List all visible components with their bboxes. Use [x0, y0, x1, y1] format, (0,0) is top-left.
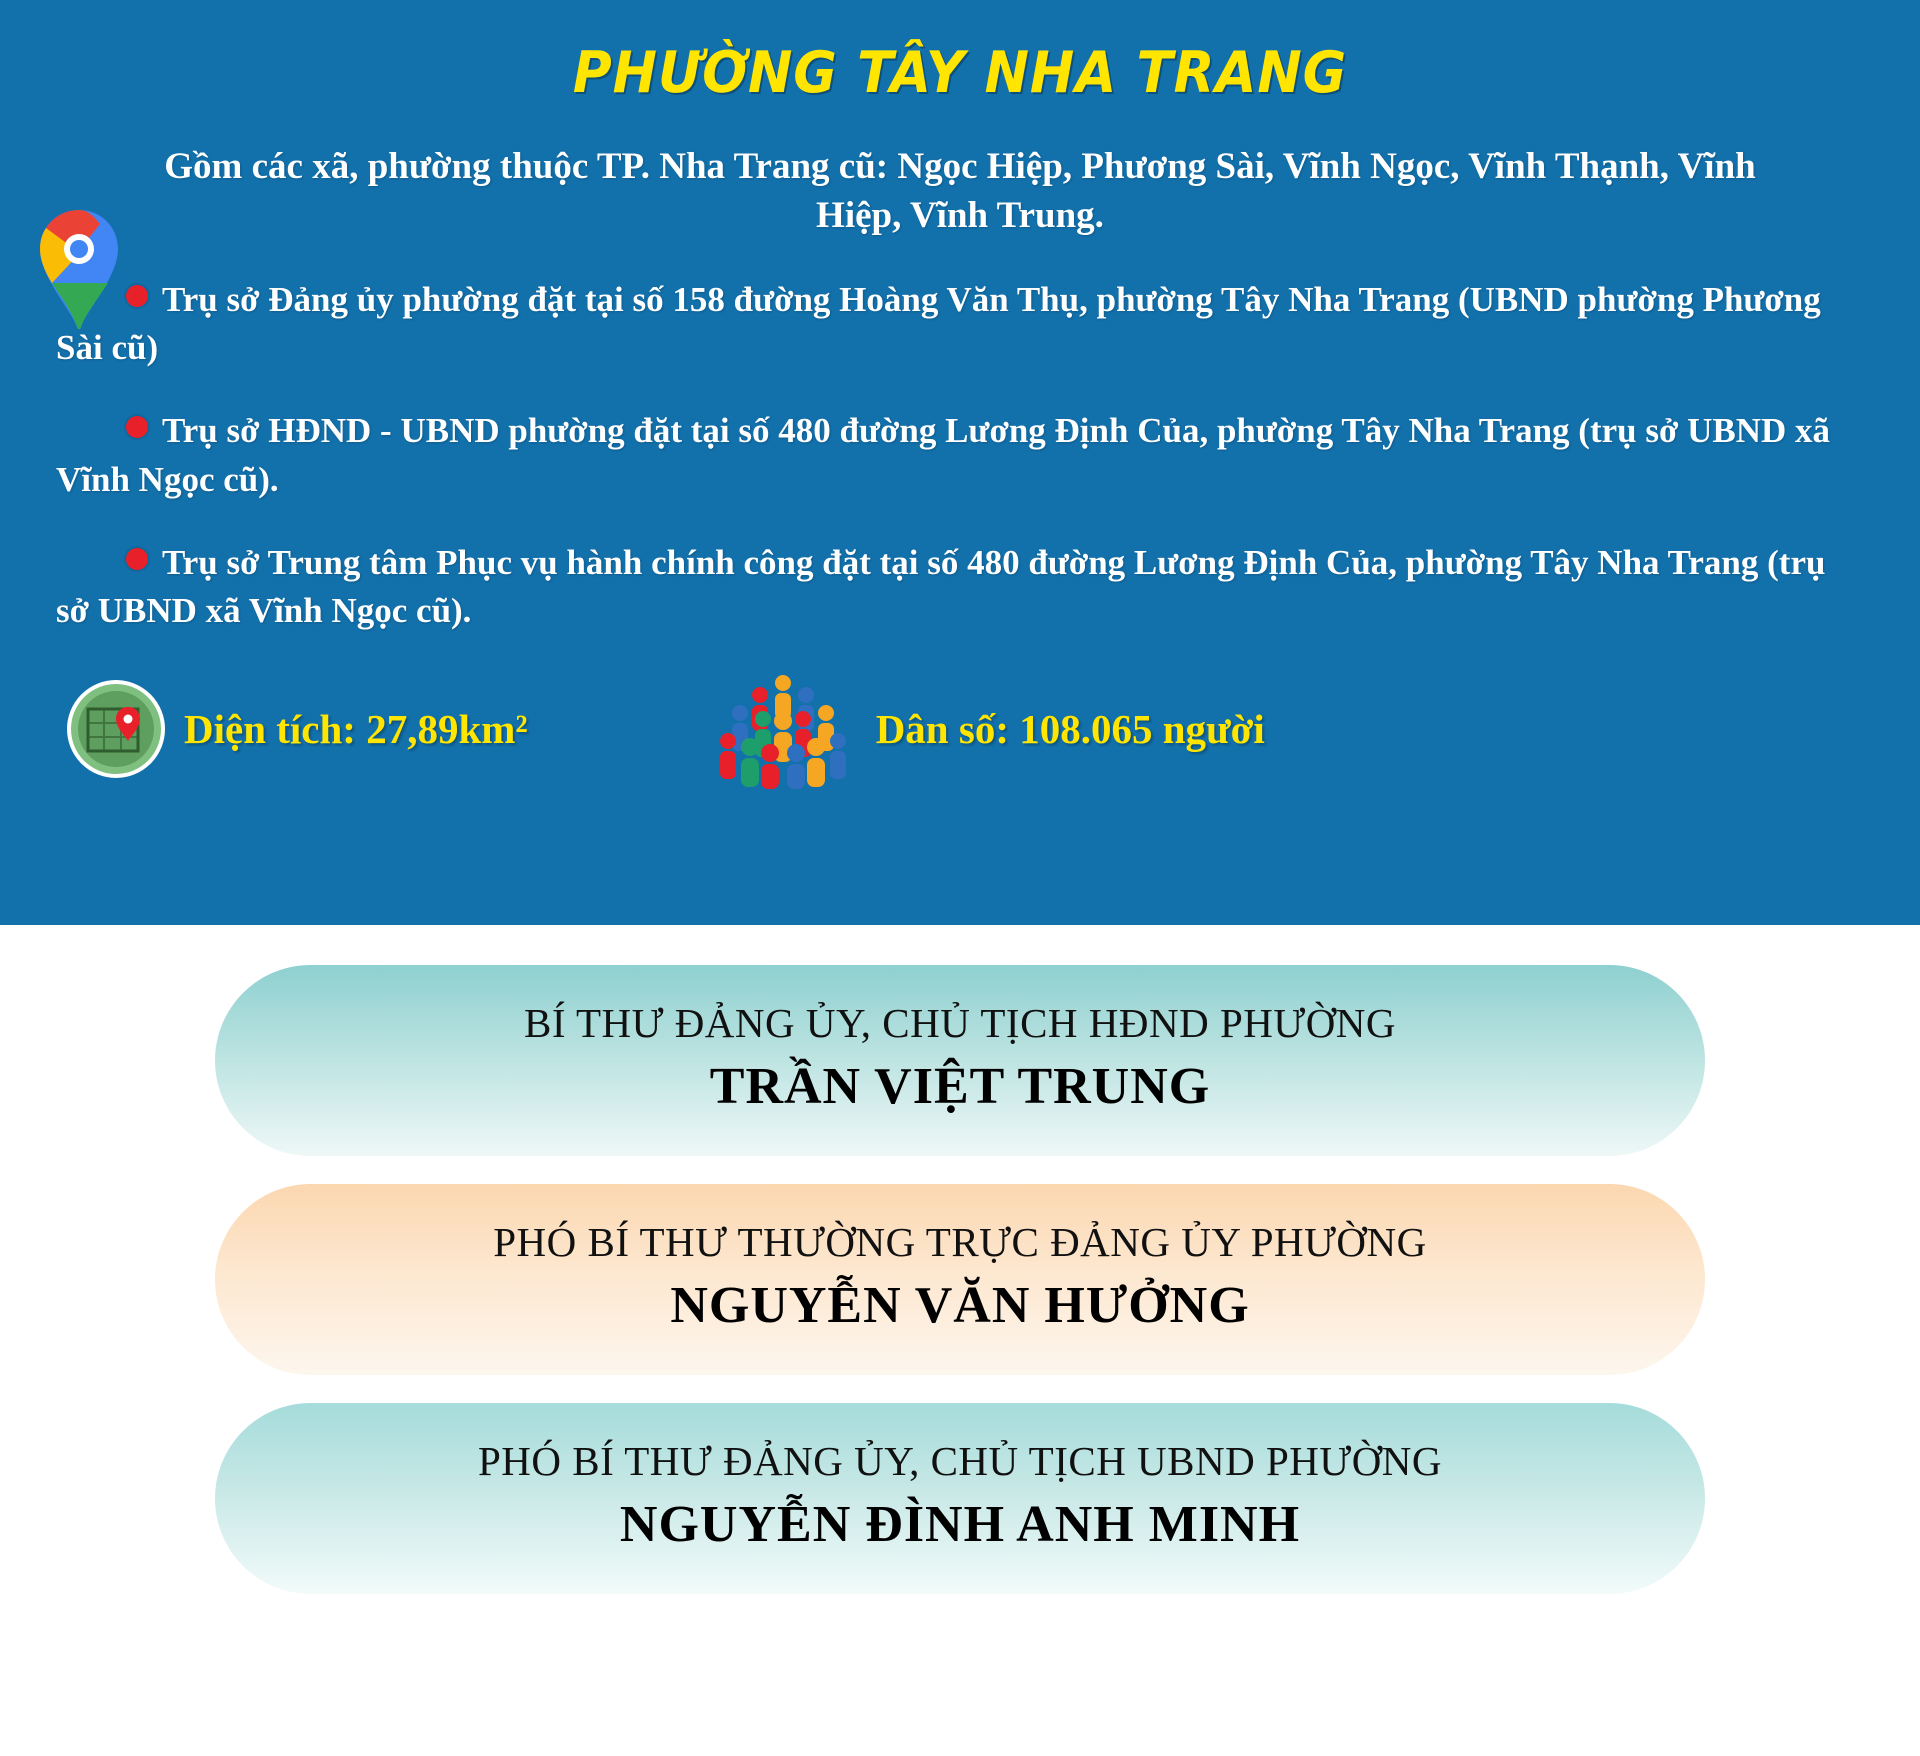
- leaders-section: [0, 925, 1920, 1624]
- area-stat: [66, 679, 528, 779]
- ward-includes-text: Gồm các xã, phường thuộc TP. Nha Trang cũ: Ngọc Hiệp, Phương Sài, Vĩnh Ngọc, Vĩnh Thạnh, Vĩnh Hiệp, Vĩnh Trung.: [164, 146, 1756, 236]
- area-label: Diện tích: 27,89km²: [184, 706, 528, 753]
- leader-name: NGUYỄN VĂN HƯỞNG: [670, 1277, 1250, 1334]
- office-item-text: Trụ sở Đảng ủy phường đặt tại số 158 đường Hoàng Văn Thụ, phường Tây Nha Trang (UBND phường Phương Sài cũ): [56, 279, 1821, 367]
- bullet-dot-icon: [126, 416, 148, 438]
- office-item-text: Trụ sở Trung tâm Phục vụ hành chính công đặt tại số 480 đường Lương Định Của, phường Tây Nha Trang (trụ sở UBND xã Vĩnh Ngọc cũ).: [56, 542, 1826, 631]
- area-globe-icon: [66, 679, 166, 779]
- population-label: Dân số: 108.065 người: [875, 706, 1265, 753]
- leader-role: PHÓ BÍ THƯ THƯỜNG TRỰC ĐẢNG ỦY PHƯỜNG: [493, 1219, 1427, 1265]
- leader-card: [215, 965, 1705, 1156]
- population-stat: [568, 669, 1265, 789]
- leader-role: PHÓ BÍ THƯ ĐẢNG ỦY, CHỦ TỊCH UBND PHƯỜNG: [477, 1438, 1443, 1484]
- office-item: [56, 276, 1864, 373]
- leader-name: NGUYỄN ĐÌNH ANH MINH: [619, 1496, 1301, 1553]
- stats-row: [26, 651, 1894, 789]
- leader-card: [215, 1184, 1705, 1375]
- leader-name: TRẦN VIỆT TRUNG: [709, 1058, 1211, 1115]
- leader-card: [215, 1403, 1705, 1594]
- office-item-text: Trụ sở HĐND - UBND phường đặt tại số 480 đường Lương Định Của, phường Tây Nha Trang (trụ sở UBND xã Vĩnh Ngọc cũ).: [56, 411, 1831, 499]
- page-title: PHƯỜNG TÂY NHA TRANG: [572, 40, 1348, 106]
- bullet-dot-icon: [126, 285, 148, 307]
- bullet-dot-icon: [126, 548, 148, 570]
- office-item: [56, 539, 1864, 636]
- leader-role: BÍ THƯ ĐẢNG ỦY, CHỦ TỊCH HĐND PHƯỜNG: [523, 1000, 1397, 1046]
- office-list: [26, 276, 1894, 636]
- people-group-icon: [708, 669, 858, 789]
- office-item: [56, 407, 1864, 504]
